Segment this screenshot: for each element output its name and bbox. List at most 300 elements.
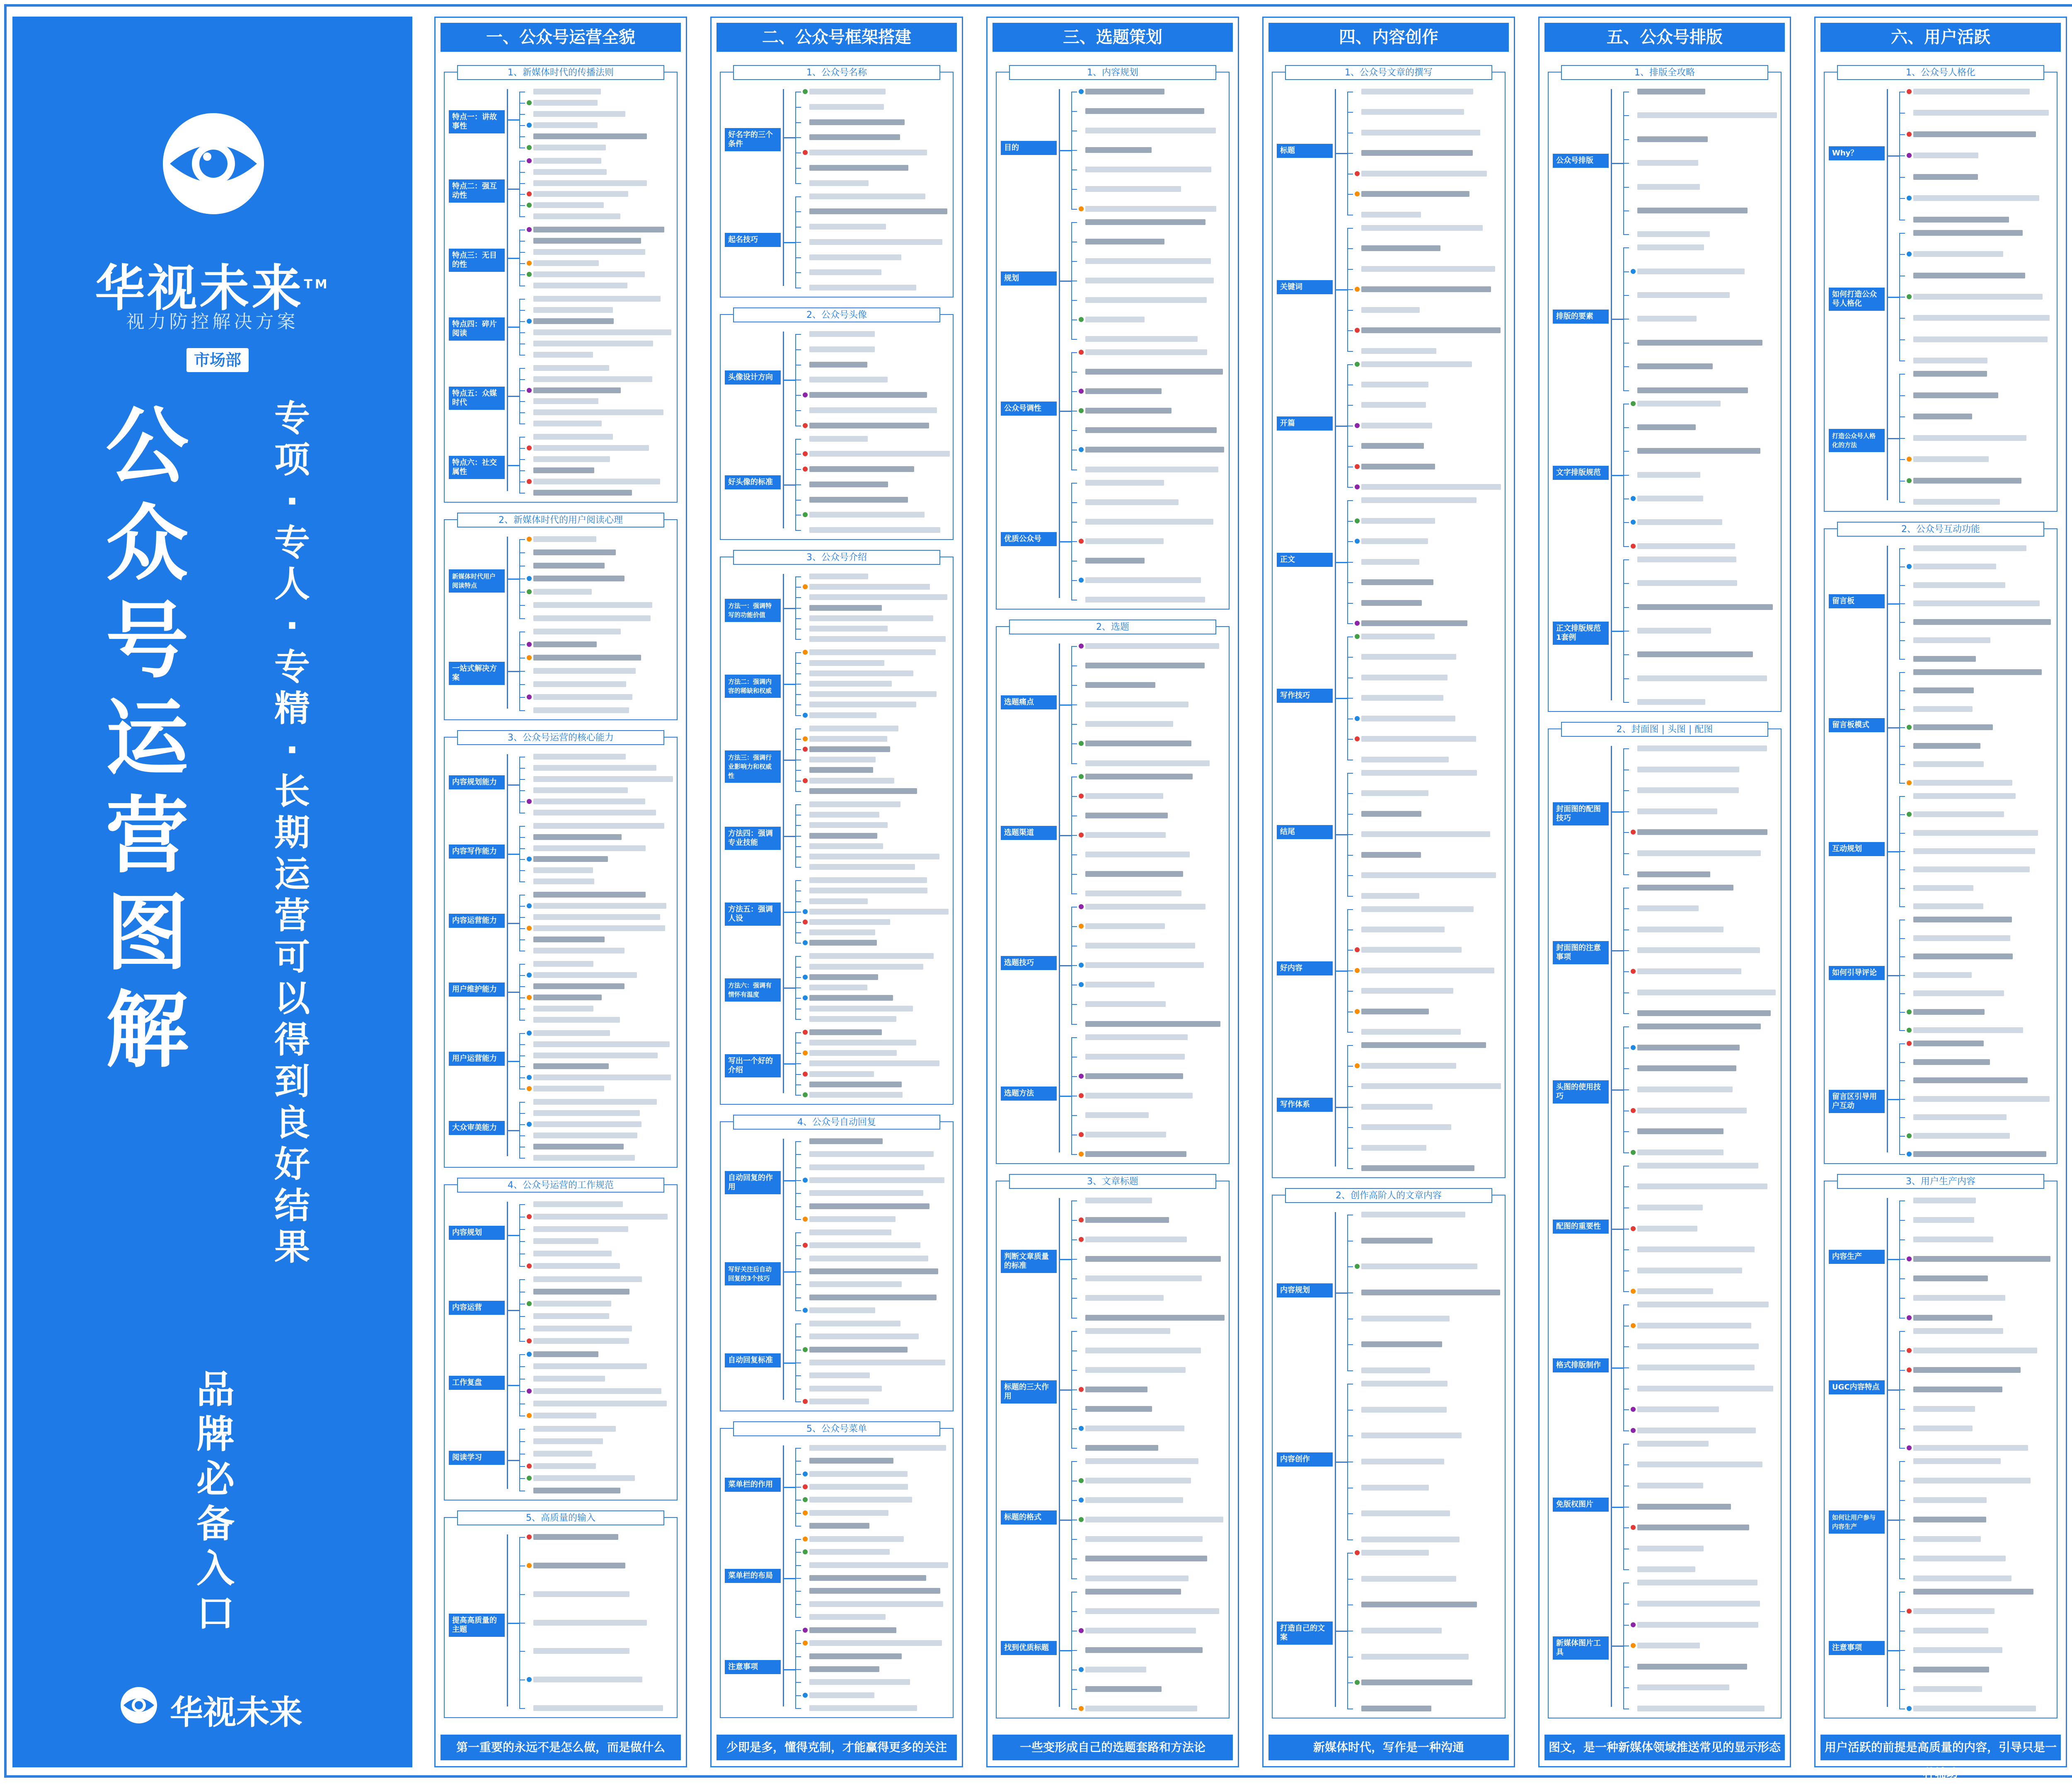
text-line [809, 1705, 917, 1711]
text-line [1637, 1386, 1773, 1392]
branch-node: 写作技巧 [1277, 689, 1333, 703]
text-line [1913, 564, 1996, 569]
text-line [533, 145, 606, 150]
section-title: 4、公众号自动回复 [733, 1115, 940, 1130]
leaf-tick [795, 1375, 801, 1376]
connector [507, 396, 519, 397]
text-line [1913, 1295, 2005, 1301]
bullet-dot [803, 909, 808, 914]
bullet-dot [1907, 1609, 1912, 1614]
text-line [809, 1281, 902, 1287]
connector [1335, 698, 1347, 699]
text-line [1637, 1462, 1762, 1467]
bullet-dot [1079, 832, 1084, 837]
connector [783, 1063, 795, 1065]
bullet-dot [803, 1050, 808, 1055]
text-line [533, 213, 620, 219]
text-line [1913, 1151, 2046, 1157]
text-line [809, 512, 925, 518]
text-line [1361, 852, 1421, 858]
text-line [809, 801, 900, 807]
text-line [1085, 336, 1198, 342]
branch-node: 公众号排版 [1553, 154, 1609, 168]
branch-node: 一站式解决方案 [449, 662, 505, 685]
bullet-dot [803, 975, 808, 980]
text-line [1913, 251, 2003, 257]
leaf-tick [1071, 1350, 1077, 1351]
text-line [1361, 1124, 1451, 1130]
connector [1059, 1259, 1071, 1260]
leaf-tick [1623, 1409, 1629, 1410]
leaf-spine [519, 368, 520, 424]
text-line [533, 1438, 603, 1444]
leaf-tick [795, 1643, 801, 1644]
leaf-tick [1623, 1068, 1629, 1069]
text-line [533, 1075, 671, 1080]
leaf-tick [795, 168, 801, 169]
text-line [1637, 1343, 1759, 1349]
connector [507, 189, 519, 190]
leaf-tick [795, 739, 801, 740]
branch-node: 提高高质量的主题 [449, 1614, 505, 1637]
bullet-dot [1355, 1264, 1360, 1269]
leaf-tick [1899, 993, 1905, 994]
text-line [809, 180, 869, 186]
text-line [809, 423, 929, 428]
leaf-tick [519, 1391, 525, 1392]
bullet-dot [803, 1072, 808, 1077]
section-title: 1、内容规划 [1009, 65, 1216, 80]
text-line [1913, 1217, 1974, 1223]
connector [1887, 975, 1899, 976]
leaf-tick [795, 1362, 801, 1363]
footer-char: 口 [196, 1591, 235, 1636]
text-line [533, 563, 605, 569]
leaf-tick [795, 998, 801, 999]
leaf-tick [519, 578, 525, 579]
text-line [533, 296, 661, 302]
bullet-dot [1079, 644, 1084, 649]
text-line [533, 615, 651, 621]
leaf-tick [519, 539, 525, 540]
leaf-tick [1071, 319, 1077, 320]
text-line [533, 1238, 598, 1244]
connector [783, 1487, 795, 1488]
leaf-tick [795, 932, 801, 933]
leaf-tick [519, 697, 525, 698]
leaf-tick [1071, 1650, 1077, 1651]
text-line [809, 919, 890, 925]
text-line [1637, 1664, 1747, 1670]
branch-node: 留言板模式 [1829, 718, 1885, 732]
text-line [809, 1268, 938, 1274]
eye-mini-icon [120, 1687, 157, 1724]
text-line [533, 191, 628, 197]
bullet-dot [1631, 969, 1636, 974]
leaf-tick [1347, 1604, 1353, 1605]
bullet-dot [1631, 1622, 1636, 1627]
connector [783, 1180, 795, 1181]
text-line [1085, 258, 1211, 264]
text-line [1085, 1315, 1225, 1321]
leaf-tick [1347, 1266, 1353, 1267]
text-line [1085, 1001, 1166, 1007]
bullet-dot [803, 1549, 808, 1554]
section [444, 1513, 678, 1718]
connector [507, 923, 519, 924]
text-line [1913, 848, 2035, 854]
text-line [1637, 1128, 1723, 1134]
leaf-tick [1899, 672, 1905, 673]
text-line [1085, 1608, 1219, 1614]
connector [507, 258, 519, 259]
tree-spine [507, 1202, 508, 1489]
leaf-tick [795, 484, 801, 485]
bullet-dot [527, 1122, 532, 1127]
leaf-tick [519, 263, 525, 264]
text-line [1913, 174, 1978, 180]
text-line [809, 1640, 942, 1646]
branch-node: 正文 [1277, 553, 1333, 567]
bullet-dot [1079, 447, 1084, 452]
bullet-dot [527, 926, 532, 931]
text-line [1913, 1237, 1993, 1242]
text-line [809, 407, 937, 413]
text-line [1637, 1483, 1703, 1488]
leaf-tick [1899, 1650, 1905, 1651]
text-line [1085, 349, 1207, 355]
text-line [1085, 1328, 1170, 1334]
branch-node: 封面图的注意事项 [1553, 941, 1609, 964]
text-line [809, 1060, 939, 1066]
leaf-tick [1071, 1278, 1077, 1279]
text-line [1085, 499, 1179, 505]
text-line [1361, 382, 1428, 387]
text-line [1913, 1406, 1975, 1412]
tree-spine [1335, 1212, 1336, 1707]
text-line [533, 1086, 604, 1091]
text-line [533, 1351, 598, 1357]
text-line [1085, 408, 1172, 414]
leaf-tick [1623, 139, 1629, 140]
leaf-tick [1623, 950, 1629, 951]
leaf-tick [795, 618, 801, 619]
text-line [1361, 1009, 1429, 1014]
tree-spine [783, 1139, 784, 1400]
text-line [1637, 1365, 1755, 1370]
leaf-tick [1347, 875, 1353, 876]
bullet-dot [1355, 1009, 1360, 1014]
text-line [1637, 1045, 1740, 1050]
column-5 [1538, 17, 1791, 1767]
leaf-tick [1899, 869, 1905, 870]
leaf-tick [519, 1316, 525, 1317]
text-line [1085, 923, 1165, 929]
leaf-tick [795, 1245, 801, 1246]
text-line [1085, 663, 1205, 668]
leaf-tick [1623, 1687, 1629, 1688]
text-line [1361, 988, 1453, 994]
text-line [1637, 1246, 1755, 1252]
tree-spine [783, 574, 784, 1093]
text-line [809, 1082, 902, 1087]
leaf-tick [795, 1474, 801, 1475]
leaf-tick [1623, 475, 1629, 476]
leaf-tick [795, 836, 801, 837]
text-line [809, 974, 878, 980]
leaf-tick [519, 355, 525, 356]
text-line [1637, 767, 1739, 772]
leaf-tick [795, 1448, 801, 1449]
leaf-tick [1347, 793, 1353, 794]
leaf-spine [519, 230, 520, 286]
leaf-tick [519, 975, 525, 976]
leaf-tick [1623, 451, 1629, 452]
text-line [809, 1321, 900, 1326]
leaf-tick [519, 1055, 525, 1056]
leaf-tick [1347, 194, 1353, 195]
text-line [1361, 620, 1467, 626]
text-line [809, 285, 916, 290]
text-line [1085, 1589, 1181, 1595]
leaf-tick [1899, 481, 1905, 482]
leaf-tick [1071, 209, 1077, 210]
leaf-tick [519, 470, 525, 471]
text-line [1361, 1367, 1430, 1373]
leaf-tick [519, 136, 525, 137]
leaf-tick [1347, 351, 1353, 352]
leaf-tick [1899, 416, 1905, 417]
leaf-tick [1899, 1030, 1905, 1031]
connector [1059, 1389, 1071, 1391]
bullet-dot [1355, 328, 1360, 333]
title-char: 号 [105, 593, 189, 690]
text-line [1085, 388, 1162, 394]
bullet-dot [803, 1030, 808, 1035]
leaf-tick [519, 671, 525, 672]
text-line [533, 903, 666, 909]
branch-node: 好名字的三个条件 [725, 128, 781, 151]
leaf-tick [519, 870, 525, 871]
connector [1887, 851, 1899, 852]
bullet-dot [803, 1497, 808, 1502]
text-line [533, 1413, 596, 1418]
text-line [1361, 675, 1447, 680]
leaf-tick [519, 1466, 525, 1467]
footer-logo-text: 华视未来 [170, 1693, 303, 1732]
leaf-tick [1899, 975, 1905, 976]
leaf-tick [795, 1695, 801, 1696]
bullet-dot [1907, 1348, 1912, 1353]
text-line [809, 269, 881, 275]
bullet-dot [1907, 1367, 1912, 1372]
leaf-tick [1347, 623, 1353, 624]
leaf-tick [795, 1206, 801, 1207]
leaf-tick [1623, 1346, 1629, 1347]
text-line [533, 641, 597, 647]
leaf-tick [1899, 1539, 1905, 1540]
leaf-tick [795, 349, 801, 350]
bullet-dot [527, 261, 532, 266]
text-line [1913, 1027, 2023, 1033]
bullet-dot [1079, 408, 1084, 413]
text-line [533, 810, 656, 816]
leaf-tick [1071, 372, 1077, 373]
vertical-footer-text [195, 1367, 236, 1636]
connector [1611, 1367, 1623, 1369]
text-line [1637, 387, 1748, 393]
slogan-char: 专 [274, 646, 310, 688]
bullet-dot [803, 713, 808, 718]
text-line [533, 972, 637, 978]
text-line [1637, 1065, 1736, 1071]
text-line [809, 1242, 920, 1248]
bullet-dot [803, 1347, 808, 1352]
text-line [1361, 1104, 1433, 1110]
text-line [533, 1289, 629, 1295]
leaf-tick [1071, 1318, 1077, 1319]
leaf-tick [519, 216, 525, 217]
connector [783, 137, 795, 138]
text-line [1361, 906, 1474, 912]
text-line [809, 119, 905, 125]
leaf-tick [1899, 888, 1905, 889]
text-line [809, 1653, 902, 1659]
bullet-dot [1355, 1063, 1360, 1068]
leaf-tick [795, 608, 801, 609]
branch-node: 如何引导评论 [1829, 966, 1885, 980]
connector [1887, 1259, 1899, 1260]
leaf-tick [795, 749, 801, 750]
text-line [1637, 1268, 1742, 1273]
text-line [1361, 1433, 1462, 1438]
text-line [1361, 1263, 1477, 1269]
leaf-tick [1899, 566, 1905, 567]
bullet-dot [1079, 741, 1084, 746]
text-line [809, 898, 868, 904]
text-line [533, 1475, 635, 1481]
text-line [1361, 171, 1487, 177]
text-line [533, 1251, 612, 1256]
text-line [809, 1177, 944, 1183]
leaf-tick [1347, 739, 1353, 740]
leaf-tick [1623, 1291, 1629, 1292]
text-line [809, 1347, 908, 1353]
leaf-tick [1071, 1154, 1077, 1155]
leaf-tick [795, 880, 801, 881]
bullet-dot [527, 1075, 532, 1080]
bullet-dot [803, 1217, 808, 1222]
text-line [1637, 89, 1705, 94]
text-line [533, 158, 601, 164]
text-line [809, 691, 937, 697]
bullet-dot [1355, 634, 1360, 639]
leaf-tick [795, 846, 801, 847]
leaf-tick [1347, 310, 1353, 311]
text-line [1637, 1684, 1729, 1690]
text-line [809, 888, 927, 893]
connector [1059, 541, 1071, 542]
text-line [533, 1338, 629, 1344]
bullet-dot [1355, 947, 1360, 952]
leaf-tick [519, 114, 525, 115]
text-line [1361, 1550, 1429, 1556]
leaf-spine [519, 1429, 520, 1491]
bullet-dot [1355, 716, 1360, 721]
text-line [533, 536, 596, 542]
branch-node: 用户运营能力 [449, 1052, 505, 1066]
leaf-tick [1347, 405, 1353, 406]
text-line [1361, 266, 1495, 272]
leaf-tick [1623, 1527, 1629, 1528]
text-line [809, 940, 877, 946]
text-line [533, 398, 598, 404]
bullet-dot [1907, 564, 1912, 569]
leaf-tick [1347, 991, 1353, 992]
leaf-tick [519, 768, 525, 769]
connector [1611, 811, 1623, 813]
text-line [809, 1092, 903, 1098]
text-line [809, 767, 873, 773]
text-line [533, 445, 649, 451]
leaf-tick [1347, 112, 1353, 113]
leaf-tick [519, 194, 525, 195]
text-line [1085, 467, 1218, 472]
text-line [1637, 628, 1711, 634]
slogan-char: · [285, 481, 299, 522]
section-title: 5、公众号菜单 [733, 1421, 940, 1436]
slogan-char: 良 [274, 1102, 310, 1144]
leaf-tick [1623, 1444, 1629, 1445]
leaf-tick [519, 592, 525, 593]
leaf-tick [795, 530, 801, 531]
leaf-tick [1347, 1292, 1353, 1293]
text-line [1913, 637, 1990, 643]
leaf-tick [1071, 874, 1077, 875]
leaf-tick [1899, 585, 1905, 586]
text-line [1913, 499, 2000, 505]
text-line [1085, 1256, 1221, 1262]
section-title: 3、文章标题 [1009, 1174, 1216, 1189]
branch-node: 特点五：众媒时代 [449, 387, 505, 410]
slogan-char: 运 [274, 854, 310, 895]
leaf-tick [519, 1020, 525, 1021]
text-line [1361, 831, 1490, 837]
text-line [809, 877, 927, 883]
text-line [1085, 1517, 1223, 1522]
text-line [1637, 472, 1700, 478]
bullet-dot [527, 388, 532, 393]
text-line [1361, 443, 1424, 449]
text-line [533, 1326, 632, 1331]
text-line [1361, 191, 1469, 197]
text-line [1085, 1497, 1183, 1503]
text-line [809, 150, 927, 155]
bullet-dot [1631, 1428, 1636, 1433]
text-line [1913, 1647, 2002, 1653]
section [1548, 724, 1782, 1718]
text-line [1637, 1504, 1731, 1510]
bullet-dot [527, 642, 532, 647]
leaf-tick [1899, 395, 1905, 396]
text-line [1085, 1575, 1188, 1581]
text-line [1913, 1256, 2050, 1262]
bullet-dot [527, 158, 532, 163]
text-line [1361, 464, 1435, 469]
leaf-tick [795, 1084, 801, 1085]
column-6 [1814, 17, 2067, 1780]
leaf-tick [795, 673, 801, 674]
